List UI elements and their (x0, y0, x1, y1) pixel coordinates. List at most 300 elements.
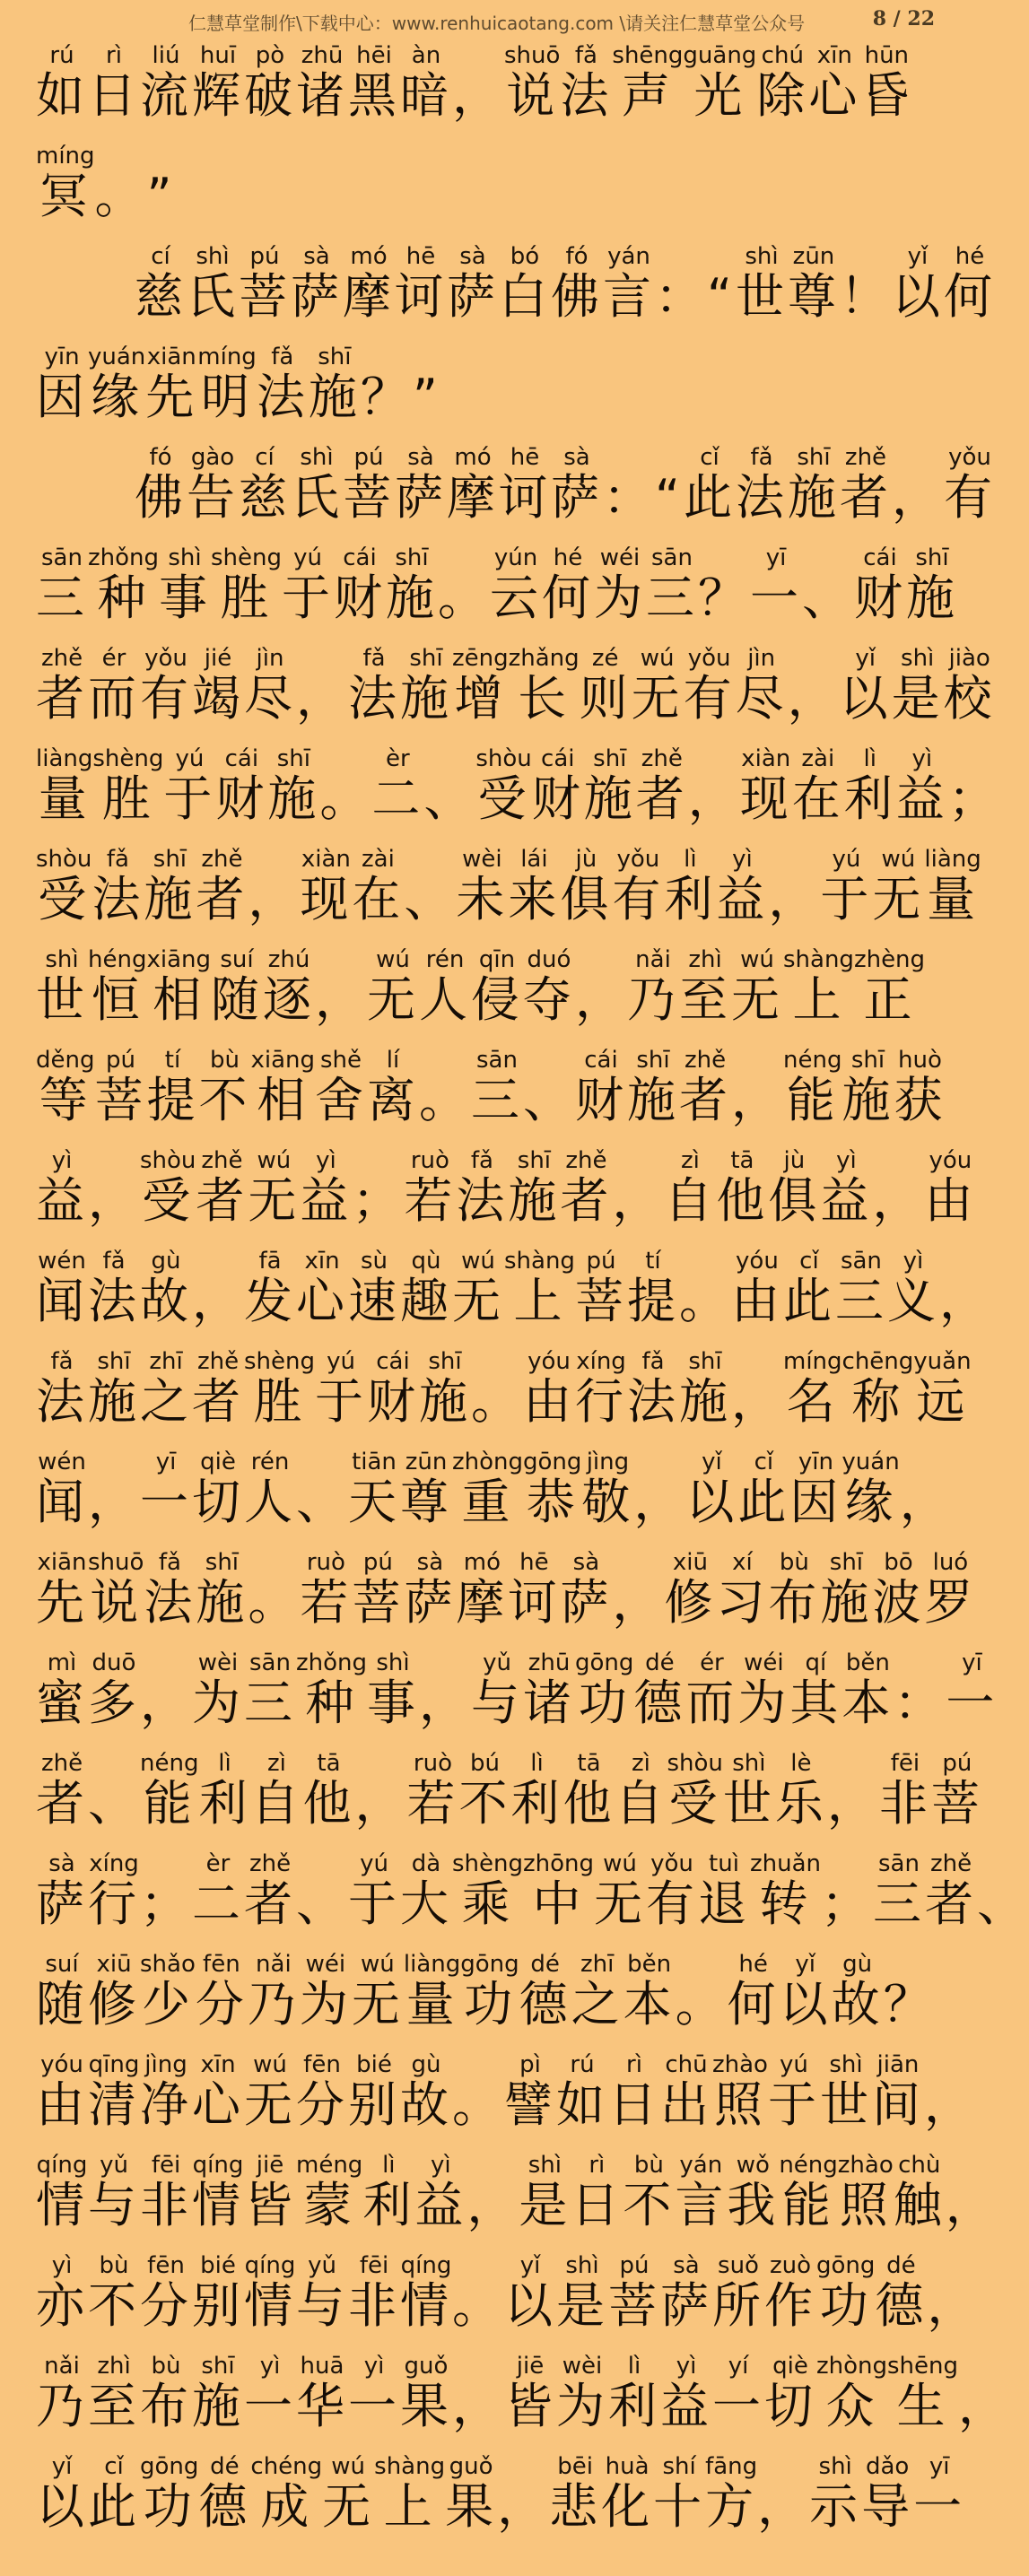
character: 世shì (36, 946, 88, 1028)
pinyin-annotation: yì (300, 1147, 353, 1174)
character: ， (731, 1373, 783, 1430)
text-line-content (36, 1750, 1005, 1832)
text-line-content (36, 143, 1005, 224)
pinyin-annotation: xiū (88, 1951, 140, 1978)
character: 种zhǒng (296, 1649, 368, 1731)
character: 除chú (756, 42, 809, 124)
pinyin-annotation: shī (508, 1147, 561, 1174)
character: 者zhě (196, 846, 249, 927)
pinyin-annotation: pú (94, 1047, 147, 1074)
character: 缘yuán (842, 1449, 900, 1530)
pinyin-annotation: fǎ (560, 42, 613, 69)
pinyin-annotation: jiào (943, 645, 996, 672)
pinyin-annotation: hé (727, 1951, 780, 1978)
character: 趣qù (400, 1248, 452, 1329)
character: 是shì (891, 645, 944, 727)
pinyin-annotation (88, 1449, 140, 1475)
character: 乃nǎi (247, 1951, 300, 2032)
pinyin-annotation: wú (631, 645, 684, 672)
character: 昏hūn (860, 42, 913, 124)
character: 本běn (623, 1951, 676, 2032)
character: 施shī (787, 444, 840, 526)
pinyin-annotation: dé (519, 1951, 571, 1978)
pinyin-annotation: shì (36, 946, 88, 973)
character: ， (88, 1474, 140, 1530)
pinyin-annotation (192, 1248, 244, 1275)
character: 与yǔ (88, 2152, 140, 2233)
character: 受shòu (36, 846, 92, 927)
pinyin-annotation: zūn (787, 243, 840, 270)
pinyin-annotation: zhě (36, 645, 88, 672)
text-line-content (36, 42, 1005, 124)
character: 诸zhū (523, 1649, 575, 1731)
pinyin-annotation: fāng (705, 2453, 758, 2480)
character: 法fǎ (92, 846, 144, 927)
character: 为wéi (299, 1951, 352, 2032)
character: 亦yì (36, 2252, 88, 2334)
pinyin-annotation: sān (873, 1850, 925, 1877)
pinyin-annotation: guǒ (400, 2353, 452, 2380)
character: 于yú (348, 1850, 400, 1932)
pinyin-annotation: yán (603, 243, 655, 270)
character: 无wú (351, 1951, 404, 2032)
pinyin-annotation: qíng (400, 2252, 452, 2279)
pinyin-annotation: liàng (36, 745, 93, 772)
pinyin-annotation: néng (779, 2152, 838, 2179)
character: 、 (404, 871, 456, 927)
pinyin-annotation: shí (653, 2453, 706, 2480)
character: ？ (884, 1976, 936, 2032)
character: 一yī (946, 1649, 998, 1731)
character: 施shī (679, 1348, 731, 1430)
character: 。 (438, 570, 490, 626)
text-line-content (36, 846, 1005, 927)
character: ， (452, 2378, 504, 2434)
pinyin-annotation: guǒ (445, 2453, 498, 2480)
pinyin-annotation: shòu (475, 745, 532, 772)
character: 法fǎ (36, 1348, 88, 1430)
character: 摩mó (447, 444, 499, 526)
character: ， (192, 1273, 244, 1329)
pinyin-annotation: pú (930, 1750, 983, 1777)
pinyin-annotation: xíng (88, 1850, 140, 1877)
character: 悲bēi (549, 2453, 602, 2535)
character: 者zhě (36, 1750, 88, 1832)
pinyin-annotation: èr (371, 745, 424, 772)
text-line (0, 2045, 976, 2145)
character: 提tí (626, 1248, 679, 1329)
character: 、 (802, 570, 854, 626)
pinyin-annotation: gōng (816, 2252, 876, 2279)
pinyin-annotation: shuō (504, 42, 561, 69)
text-line (0, 136, 969, 237)
character: 多duō (88, 1649, 140, 1731)
pinyin-annotation: zhòng (452, 1449, 524, 1475)
character: 利lì (843, 745, 896, 827)
pinyin-annotation: yǐ (891, 243, 944, 270)
pinyin-annotation (248, 1549, 300, 1576)
character: “ (707, 268, 736, 325)
pinyin-annotation: shì (809, 2453, 862, 2480)
pinyin-annotation: bù (198, 1047, 251, 1074)
pinyin-annotation (802, 544, 854, 571)
character: 方fāng (705, 2453, 758, 2535)
pinyin-annotation: yì (36, 2252, 88, 2279)
character: 施shī (627, 1047, 679, 1128)
pinyin-annotation: nǎi (247, 1951, 300, 1978)
character: 。 (452, 2076, 504, 2133)
character: 义yì (886, 1248, 939, 1329)
text-line-content (36, 1147, 1005, 1229)
character: 施shī (820, 1549, 873, 1631)
pinyin-annotation: yuán (88, 344, 146, 370)
character: 清qīng (88, 2051, 140, 2133)
pinyin-annotation: qíng (192, 2152, 244, 2179)
character: ， (497, 2478, 549, 2535)
character: 言yán (675, 2152, 728, 2233)
character: ， (140, 1675, 192, 1731)
character: 施shī (508, 1147, 561, 1229)
pinyin-annotation: gōng (523, 1449, 582, 1475)
character: 别bié (192, 2252, 244, 2334)
character: 白bó (499, 243, 551, 325)
character: 益yì (414, 2152, 467, 2233)
pinyin-annotation: sān (646, 544, 698, 571)
pinyin-annotation: duō (88, 1649, 140, 1676)
character: 摩mó (456, 1549, 509, 1631)
pinyin-annotation: zhǒng (296, 1649, 368, 1676)
character: 声shēng (612, 42, 684, 124)
character: 以yǐ (779, 1951, 832, 2032)
pinyin-annotation (612, 1147, 664, 1174)
character: 大dà (400, 1850, 452, 1932)
pinyin-annotation: ér (685, 1649, 738, 1676)
pinyin-annotation: lì (664, 846, 717, 873)
character: 人rén (419, 946, 471, 1028)
pinyin-annotation: fēn (296, 2051, 348, 2078)
character: 受shòu (667, 1750, 723, 1832)
character: 以yǐ (839, 645, 892, 727)
pinyin-annotation: tā (302, 1750, 355, 1777)
pinyin-annotation: zì (615, 1750, 667, 1777)
pinyin-annotation: néng (783, 1047, 842, 1074)
pinyin-annotation: cǐ (782, 1248, 835, 1275)
pinyin-annotation: shī (267, 745, 320, 772)
character: 利lì (362, 2152, 415, 2233)
character: 施shī (583, 745, 636, 827)
character: 菩pú (239, 243, 291, 325)
character: 一yì (244, 2353, 296, 2434)
pinyin-annotation: shī (627, 1047, 679, 1074)
pinyin-annotation: shì (722, 1750, 775, 1777)
character: 所suǒ (712, 2252, 764, 2334)
pinyin-annotation: fēn (195, 1951, 248, 1978)
character: 三sān (646, 544, 698, 626)
pinyin-annotation: fǎ (36, 1348, 88, 1375)
pinyin-annotation (924, 2051, 976, 2078)
character: 果guǒ (400, 2353, 452, 2434)
character: 世shì (722, 1750, 775, 1832)
pinyin-annotation: qù (400, 1248, 452, 1275)
character: 照zhào (712, 2051, 768, 2133)
character: ， (248, 871, 300, 927)
pinyin-annotation: sà (291, 243, 343, 270)
character: 触chù (893, 2152, 946, 2233)
pinyin-annotation: fó (135, 444, 187, 471)
pinyin-annotation: cái (575, 1047, 627, 1074)
character: 诃hē (508, 1549, 561, 1631)
character: 。 (452, 2277, 504, 2334)
character: 功gōng (460, 1951, 519, 2032)
pinyin-annotation: fǎ (256, 344, 309, 370)
character: 破pò (244, 42, 296, 124)
pinyin-annotation: lái (508, 846, 561, 873)
character: 本běn (842, 1649, 894, 1731)
pinyin-annotation (948, 745, 1000, 772)
character: 心xīn (192, 2051, 244, 2133)
character: 现xiàn (739, 745, 792, 827)
pinyin-annotation: sà (404, 1549, 457, 1576)
character: 、 (296, 1875, 348, 1932)
character: 若ruò (406, 1750, 459, 1832)
pinyin-annotation: yǒu (683, 645, 736, 672)
pinyin-annotation: hūn (860, 42, 913, 69)
pinyin-annotation: shě (315, 1047, 367, 1074)
character: 以yǐ (891, 243, 944, 325)
text-line-content (36, 946, 1005, 1028)
character: 以yǐ (685, 1449, 738, 1530)
character: 、 (296, 1474, 348, 1530)
pinyin-annotation: fā (244, 1248, 296, 1275)
character: 一yī (140, 1449, 192, 1530)
character: ， (757, 2478, 809, 2535)
character: 重zhòng (452, 1449, 524, 1530)
character: ” (413, 369, 441, 425)
pinyin-annotation: guāng (683, 42, 757, 69)
pinyin-annotation (319, 745, 371, 772)
character: 云yún (490, 544, 542, 626)
pinyin-annotation (633, 1449, 685, 1475)
character: 黑hēi (348, 42, 400, 124)
pinyin-annotation: xiān (145, 344, 198, 370)
pinyin-annotation: shī (400, 645, 452, 672)
character: 利lì (608, 2353, 660, 2434)
pinyin-annotation: fǎ (348, 645, 400, 672)
pinyin-annotation: zhì (679, 946, 731, 973)
character: 他tā (562, 1750, 615, 1832)
pinyin-annotation: qiè (192, 1449, 244, 1475)
pinyin-annotation (612, 1549, 664, 1576)
pinyin-annotation: hēi (348, 42, 400, 69)
pinyin-annotation: chēng (842, 1348, 914, 1375)
pinyin-annotation: tā (716, 1147, 769, 1174)
pinyin-annotation: xīn (192, 2051, 244, 2078)
character: 非fēi (140, 2152, 192, 2233)
character: ， (900, 1474, 952, 1530)
character: ， (892, 469, 944, 526)
character: 者zhě (925, 1850, 977, 1932)
text-line (0, 1442, 969, 1543)
character: 萨sà (36, 1850, 88, 1932)
character: 蒙méng (296, 2152, 363, 2233)
character: 功gōng (140, 2453, 199, 2535)
pinyin-annotation: chù (893, 2152, 946, 2179)
text-line-content (36, 1047, 1005, 1128)
pinyin-annotation: míng (783, 1348, 842, 1375)
pinyin-annotation: pú (608, 2252, 660, 2279)
text-line-content (135, 243, 1005, 325)
character: 故gù (400, 2051, 452, 2133)
text-line-content (36, 2152, 1005, 2233)
character: 萨sà (447, 243, 499, 325)
character: 尽jìn (244, 645, 296, 727)
text-line (0, 2246, 980, 2346)
character: 称chēng (842, 1348, 914, 1430)
character: 能néng (783, 1047, 842, 1128)
character: 此cǐ (782, 1248, 835, 1329)
pinyin-annotation (655, 243, 707, 270)
character: 相xiāng (250, 1047, 315, 1128)
character: 由yóu (523, 1348, 575, 1430)
pinyin-annotation: sān (244, 1649, 296, 1676)
character: 流liú (140, 42, 192, 124)
character: 不bù (88, 2252, 140, 2334)
pinyin-annotation: jìng (140, 2051, 192, 2078)
pinyin-annotation: shī (88, 1348, 140, 1375)
pinyin-annotation: shēng (887, 2353, 959, 2380)
character: 相xiāng (146, 946, 211, 1028)
pinyin-annotation (827, 1750, 879, 1777)
pinyin-annotation: wú (594, 1850, 646, 1877)
pinyin-annotation: shì (187, 243, 239, 270)
text-line (0, 639, 996, 739)
character: 者zhě (36, 645, 88, 727)
character: ， (788, 670, 840, 727)
character: 如rú (556, 2051, 608, 2133)
pinyin-annotation: mó (447, 444, 499, 471)
character: 法fǎ (256, 344, 309, 425)
pinyin-annotation: yí (712, 2353, 764, 2380)
character: ： (603, 469, 655, 526)
pinyin-annotation: cǐ (737, 1449, 790, 1475)
pinyin-annotation: yì (36, 1147, 88, 1174)
character: 无wú (631, 645, 684, 727)
character: 分fēn (140, 2252, 192, 2334)
character: 闻wén (36, 1449, 88, 1530)
character: 上shàng (783, 946, 854, 1028)
character: 至zhì (679, 946, 731, 1028)
text-line-content (36, 2353, 1010, 2434)
character: 提tí (146, 1047, 199, 1128)
character: ？ (698, 570, 750, 626)
pinyin-annotation: pú (239, 243, 291, 270)
pinyin-annotation (88, 1750, 140, 1777)
character: 三sān (873, 1850, 925, 1932)
pinyin-annotation: shàng (504, 1248, 575, 1275)
character: 如rú (36, 42, 88, 124)
pinyin-annotation: yú (767, 2051, 820, 2078)
pinyin-annotation: huā (296, 2353, 348, 2380)
pinyin-annotation: hē (499, 444, 551, 471)
character: 若ruò (404, 1147, 457, 1229)
pinyin-annotation: bú (458, 1750, 511, 1777)
pinyin-annotation: shī (906, 544, 958, 571)
pinyin-annotation: wú (248, 1147, 301, 1174)
character: 功gōng (816, 2252, 876, 2334)
character: 非fēi (878, 1750, 931, 1832)
character: ， (419, 1675, 471, 1731)
pinyin-annotation: chú (756, 42, 809, 69)
pinyin-annotation: wú (731, 946, 783, 973)
character: 与yǔ (471, 1649, 523, 1731)
text-line (0, 1241, 991, 1342)
character: ； (948, 770, 1000, 827)
pinyin-annotation: bō (872, 1549, 925, 1576)
pinyin-annotation (140, 1649, 192, 1676)
character: 何hé (727, 1951, 780, 2032)
character: 益yì (820, 1147, 873, 1229)
pinyin-annotation: pú (574, 1248, 627, 1275)
text-line (0, 1040, 969, 1141)
character: 不bú (458, 1750, 511, 1832)
character: 在zài (791, 745, 844, 827)
character: 心xīn (808, 42, 861, 124)
character: 以yǐ (36, 2453, 88, 2535)
character: 胜shèng (244, 1348, 316, 1430)
character: 行xíng (575, 1348, 627, 1430)
pinyin-annotation: pì (504, 2051, 556, 2078)
pinyin-annotation: yóu (523, 1348, 575, 1375)
pinyin-annotation: yǐ (504, 2252, 556, 2279)
pinyin-annotation: zhòng (816, 2353, 888, 2380)
pinyin-annotation: shī (144, 846, 196, 873)
character: 法fǎ (348, 645, 400, 727)
pinyin-annotation: wú (452, 1248, 504, 1275)
character: 事shì (159, 544, 211, 626)
pinyin-annotation: zhě (196, 1147, 249, 1174)
pinyin-annotation: shǎo (140, 1951, 196, 1978)
character: 施shī (192, 2353, 244, 2434)
character: 冥míng (36, 143, 95, 224)
pinyin-annotation (768, 846, 820, 873)
text-line-content (36, 2051, 1005, 2133)
character: 在zài (352, 846, 405, 927)
pinyin-annotation: zhě (635, 745, 688, 772)
character: 缘yuán (88, 344, 146, 425)
text-line (0, 940, 969, 1040)
character: 是shì (556, 2252, 608, 2334)
text-line-content (36, 1348, 1005, 1430)
pinyin-annotation: yǐ (839, 645, 892, 672)
pinyin-annotation: yì (244, 2353, 296, 2380)
pinyin-annotation: yì (820, 1147, 873, 1174)
character: 财cái (531, 745, 584, 827)
pinyin-annotation: liú (140, 42, 192, 69)
pinyin-annotation: zhǒng (88, 544, 160, 571)
character: 我wǒ (727, 2152, 780, 2233)
character: 功gōng (575, 1649, 634, 1731)
character: 事shì (367, 1649, 419, 1731)
character: 此cǐ (737, 1449, 790, 1530)
pinyin-annotation: sà (560, 1549, 613, 1576)
character: 者zhě (679, 1047, 731, 1128)
pinyin-annotation (575, 946, 627, 973)
pinyin-annotation: fǎ (144, 1549, 196, 1576)
text-line-content (36, 1951, 1005, 2032)
character: 情qíng (36, 2152, 88, 2233)
pinyin-annotation: shēng (612, 42, 684, 69)
pinyin-annotation: yīn (36, 344, 88, 370)
